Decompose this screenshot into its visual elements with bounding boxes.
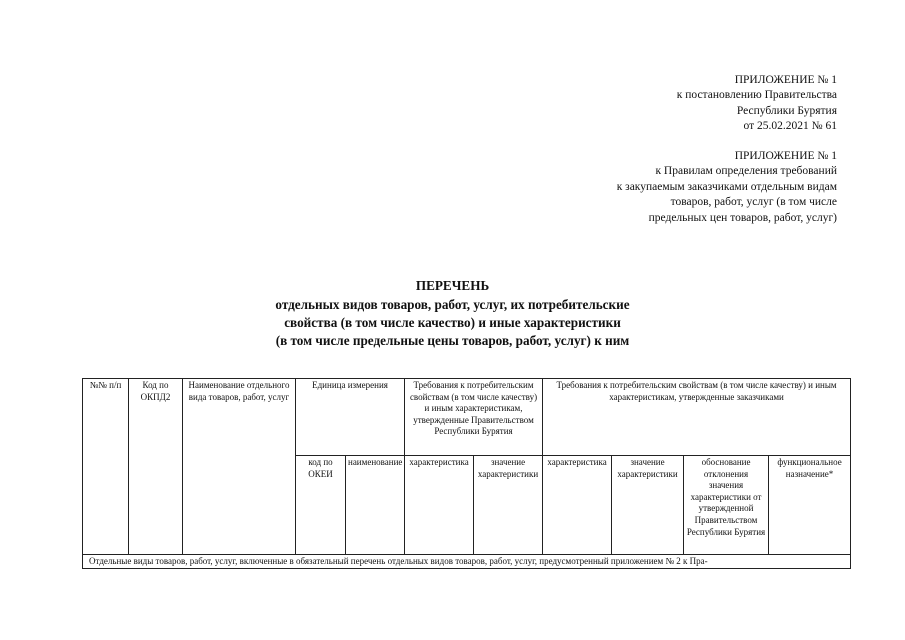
header-cell-okpd: Код по ОКПД2 — [129, 379, 183, 555]
subheader-cell-justification: обоснование отклонения значения характеристики от утвержденной Правительством Республики Бурятия — [684, 456, 769, 555]
header-cell-gov-requirements: Требования к потребительским свойствам (в том числе качеству) и иным характеристикам, утвержденные Правительством Республики Бурятия — [405, 379, 543, 456]
appendix-2-line: предельных цен товаров, работ, услуг) — [648, 211, 837, 224]
appendix-2-line: товаров, работ, услуг (в том числе — [670, 196, 837, 209]
subheader-cell-cust-characteristic: характеристика — [543, 456, 612, 555]
appendix-2-line: к Правилам определения требований — [655, 165, 837, 178]
appendix-1-line: от 25.02.2021 № 61 — [743, 120, 837, 133]
subheader-cell-okei: код по ОКЕИ — [296, 456, 346, 555]
subheader-cell-function: функциональное назначение* — [769, 456, 851, 555]
header-cell-item-name: Наименование отдельного вида товаров, работ, услуг — [183, 379, 296, 555]
document-subtitle-line: свойства (в том числе качество) и иные характеристики — [284, 315, 621, 330]
subheader-cell-unit-name: наименование — [346, 456, 405, 555]
document-subtitle-line: отдельных видов товаров, работ, услуг, их потребительские — [275, 297, 630, 312]
table-section-row — [83, 555, 851, 569]
table-header-row — [83, 379, 851, 456]
appendix-1-header — [677, 73, 837, 135]
subheader-cell-gov-characteristic: характеристика — [405, 456, 474, 555]
document-subtitle-line: (в том числе предельные цены товаров, работ, услуг) к ним — [275, 333, 630, 348]
appendix-1-line: ПРИЛОЖЕНИЕ № 1 — [734, 74, 837, 86]
appendix-1-line: к постановлению Правительства — [676, 89, 837, 102]
appendix-2-line: ПРИЛОЖЕНИЕ № 1 — [734, 150, 837, 162]
subheader-cell-cust-value: значение характеристики — [612, 456, 684, 555]
subheader-cell-gov-value: значение характеристики — [474, 456, 543, 555]
header-cell-customer-requirements: Требования к потребительским свойствам (в том числе качеству) и иным характеристикам, утвержденные заказчиками — [543, 379, 851, 456]
section-row-text: Отдельные виды товаров, работ, услуг, включенные в обязательный перечень отдельных видов товаров, работ, услуг, предусмотренный приложением № 2 к Пра- — [83, 555, 851, 569]
header-cell-number: №№ п/п — [83, 379, 129, 555]
requirements-table — [82, 378, 851, 569]
document-title: ПЕРЕЧЕНЬ — [415, 278, 490, 293]
appendix-1-line: Республики Бурятия — [736, 104, 837, 117]
appendix-2-line: к закупаемым заказчиками отдельным видам — [616, 180, 837, 193]
header-cell-unit: Единица измерения — [296, 379, 405, 456]
appendix-2-header — [617, 149, 837, 226]
